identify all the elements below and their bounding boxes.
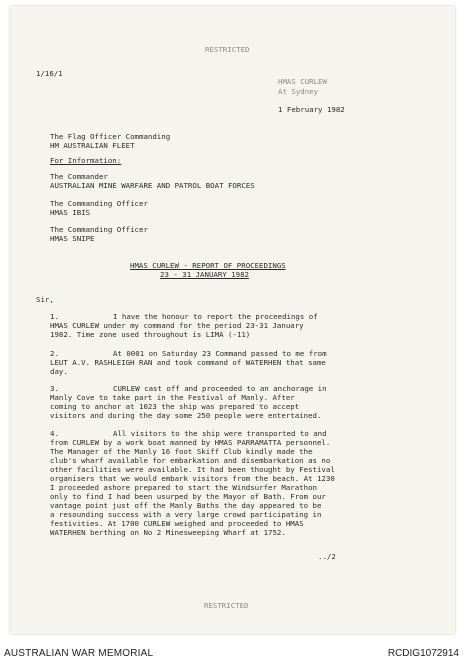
archive-name: AUSTRALIAN WAR MEMORIAL	[4, 648, 154, 659]
paragraph-line: I have the honour to report the proceedings of	[113, 312, 318, 321]
ship-name: HMAS CURLEW	[278, 77, 327, 86]
info-heading: For Information:	[50, 156, 122, 165]
info-line: The Commander	[50, 172, 108, 181]
info-line: HMAS IBIS	[50, 208, 91, 217]
paragraph-number: 4.	[50, 429, 59, 438]
paragraph-line: other facilities were available. It had been thought by Festival	[50, 465, 335, 474]
paragraph-line: All visitors to the ship were transported to and	[113, 429, 327, 438]
paragraph-line: 1982. Time zone used throughout is LIMA (-11)	[50, 330, 251, 339]
paragraph-line: visitors and during the day some 250 people were entertained.	[50, 411, 322, 420]
paragraph-line: vantage point just off the Manly Baths the day appeared to be	[50, 501, 322, 510]
paragraph-line: Manly Cove to take part in the Festival of Manly. After	[50, 393, 295, 402]
paragraph-number: 2.	[50, 349, 59, 358]
salutation: Sir,	[36, 295, 54, 304]
subject-line-2: 23 - 31 JANUARY 1982	[160, 270, 249, 279]
paragraph-line: I proceeded ashore prepared to start the Windsurfer Marathon	[50, 483, 317, 492]
paragraph-line: HMAS CURLEW under my command for the period 23-31 January	[50, 321, 304, 330]
info-line: HMAS SNIPE	[50, 234, 95, 243]
paragraph-line: WATERHEN berthing on No 2 Minesweeping Wharf at 1752.	[50, 528, 286, 537]
location: At Sydney	[278, 87, 319, 96]
paragraph-line: festivities. At 1700 CURLEW weighed and proceeded to HMAS	[50, 519, 304, 528]
paragraph-number: 1.	[50, 312, 59, 321]
paragraph-line: only to find I had been usurped by the Mayor of Bath. From our	[50, 492, 326, 501]
info-line: The Commanding Officer	[50, 199, 148, 208]
paragraph-line: coming to anchor at 1023 the ship was prepared to accept	[50, 402, 300, 411]
classification-bottom: RESTRICTED	[204, 601, 249, 610]
record-id: RCDIG1072914	[387, 648, 459, 659]
subject-line-1: HMAS CURLEW - REPORT OF PROCEEDINGS	[130, 261, 286, 270]
paragraph-number: 3.	[50, 384, 59, 393]
paragraph-line: club's wharf available for embarkation and disembarkation as no	[50, 456, 331, 465]
file-reference: 1/16/1	[36, 69, 63, 78]
paragraph-line: LEUT A.V. RASHLEIGH RAN and took command of WATERHEN that same	[50, 358, 326, 367]
info-line: The Commanding Officer	[50, 225, 148, 234]
classification-top: RESTRICTED	[205, 45, 250, 54]
paragraph-line: from CURLEW by a work boat manned by HMAS PARRAMATTA personnel.	[50, 438, 331, 447]
paragraph-line: a resounding success with a very large crowd participating in	[50, 510, 322, 519]
letter-date: 1 February 1982	[278, 105, 345, 114]
paragraph-line: The Manager of the Manly 16 foot Skiff Club kindly made the	[50, 447, 313, 456]
paragraph-line: CURLEW cast off and proceeded to an anchorage in	[113, 384, 327, 393]
addressee-line-1: The Flag Officer Commanding	[50, 132, 171, 141]
archive-footer	[0, 640, 465, 666]
info-line: AUSTRALIAN MINE WARFARE AND PATROL BOAT FORCES	[50, 181, 255, 190]
paragraph-line: day.	[50, 367, 68, 376]
paragraph-line: organisers that we would embark visitors from the beach. At 1230	[50, 474, 335, 483]
paragraph-line: At 0001 on Saturday 23 Command passed to me from	[113, 349, 327, 358]
continuation-marker: ../2	[318, 552, 336, 561]
addressee-line-2: HM AUSTRALIAN FLEET	[50, 141, 135, 150]
